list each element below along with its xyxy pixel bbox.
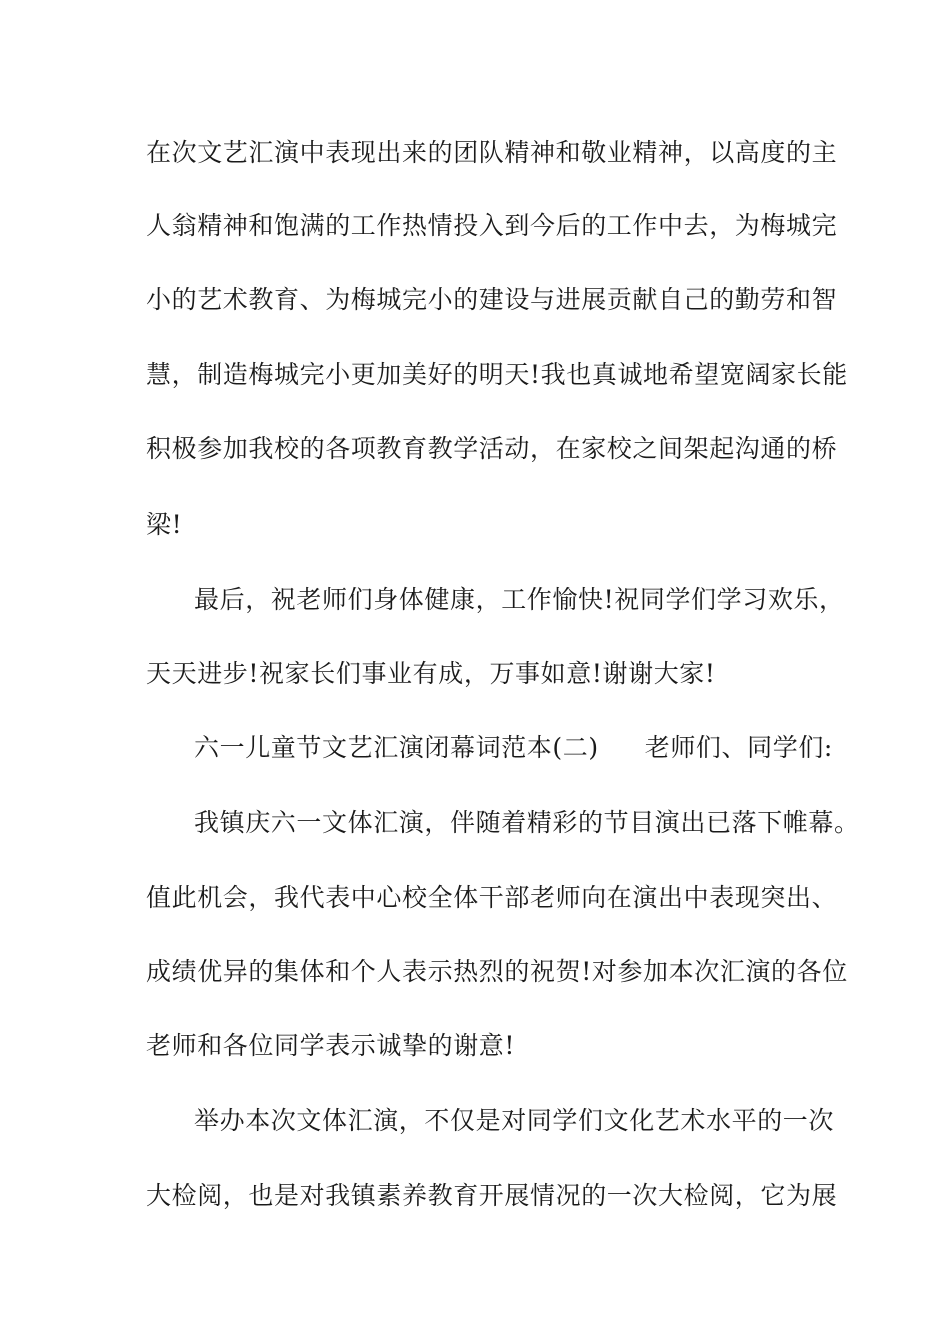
body-line-6: 梁! [146, 510, 183, 539]
paragraph-intro-line-2: 值此机会，我代表中心校全体干部老师向在演出中表现突出、 [146, 883, 838, 912]
section-heading-line [194, 731, 914, 765]
salutation: 老师们、同学们: [644, 733, 833, 762]
body-line-1: 在次文艺汇演中表现出来的团队精神和敬业精神，以高度的主 [146, 138, 838, 167]
paragraph-intro-line-4: 老师和各位同学表示诚挚的谢意! [146, 1031, 516, 1060]
paragraph-intro-line-3: 成绩优异的集体和个人表示热烈的祝贺!对参加本次汇演的各位 [146, 957, 848, 986]
body-line-3: 小的艺术教育、为梅城完小的建设与进展贡献自己的勤劳和智 [146, 285, 838, 314]
body-line-4: 慧，制造梅城完小更加美好的明天!我也真诚地希望宽阔家长能 [146, 360, 848, 389]
body-line-2: 人翁精神和饱满的工作热情投入到今后的工作中去，为梅城完 [146, 211, 838, 240]
body-line-5: 积极参加我校的各项教育教学活动，在家校之间架起沟通的桥 [146, 434, 838, 463]
section-title: 六一儿童节文艺汇演闭幕词范本(二) [194, 733, 599, 762]
paragraph-closing-wishes-line-1: 最后，祝老师们身体健康，工作愉快!祝同学们学习欢乐， [194, 585, 845, 614]
paragraph-intro-line-1: 我镇庆六一文体汇演，伴随着精彩的节目演出已落下帷幕。 [194, 808, 860, 837]
paragraph-closing-wishes-line-2: 天天进步!祝家长们事业有成，万事如意!谢谢大家! [146, 659, 716, 688]
paragraph-event-line-1: 举办本次文体汇演，不仅是对同学们文化艺术水平的一次 [194, 1106, 835, 1135]
paragraph-event-line-2: 大检阅，也是对我镇素养教育开展情况的一次大检阅，它为展 [146, 1181, 838, 1210]
